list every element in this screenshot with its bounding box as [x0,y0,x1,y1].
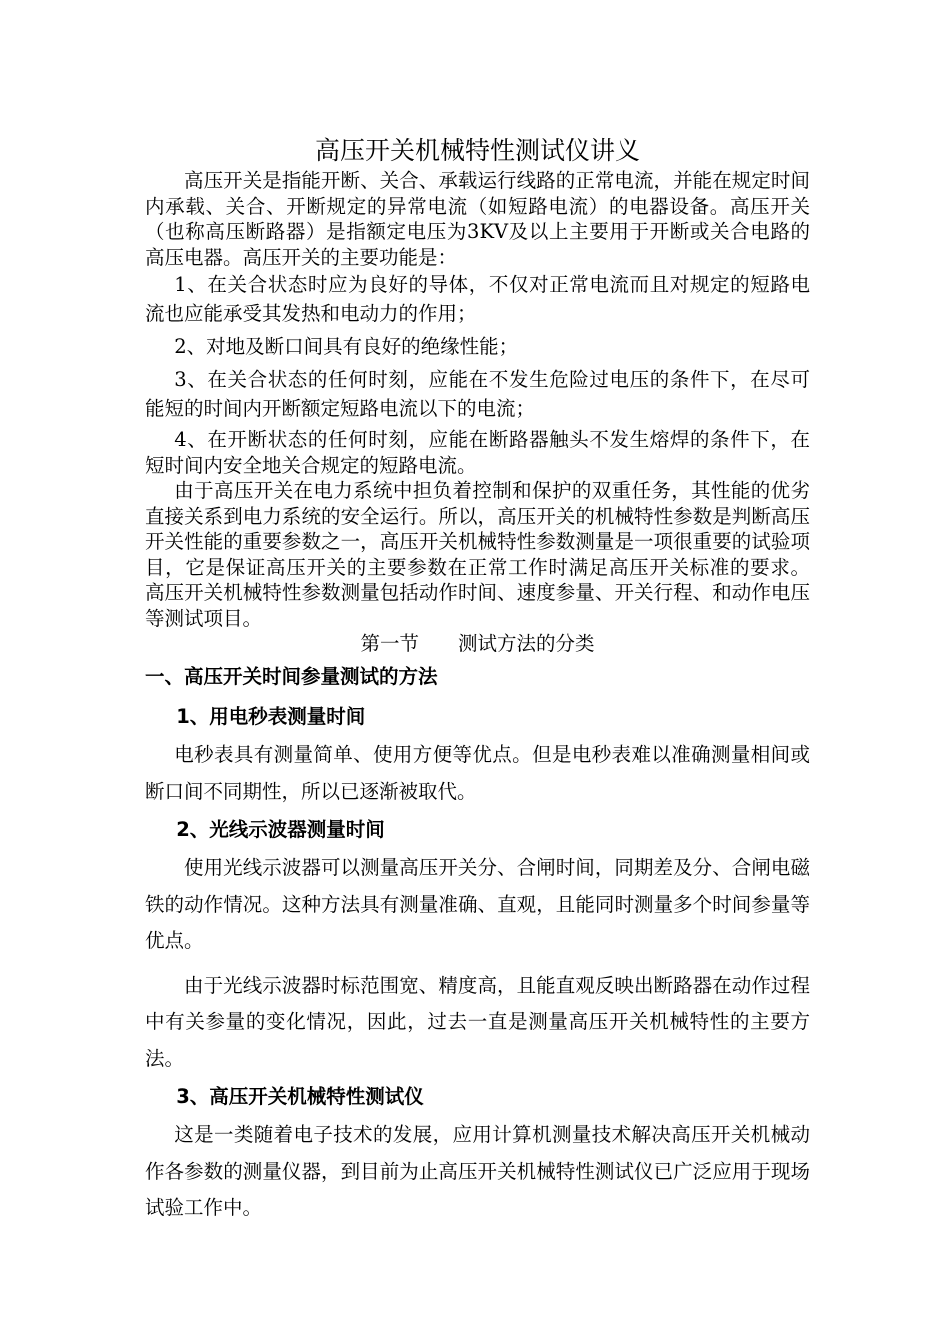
document-body [145,134,810,1227]
intro-paragraph: 高压开关是指能开断、关合、承载运行线路的正常电流，并能在规定时间内承载、关合、开断规定的异常电流（如短路电流）的电器设备。高压开关（也称高压断路器）是指额定电压为3KV及以上主要用于开断或关合电路的高压电器。高压开关的主要功能是： [145,169,810,269]
summary-paragraph: 由于高压开关在电力系统中担负着控制和保护的双重任务，其性能的优劣直接关系到电力系统的安全运行。所以，高压开关的机械特性参数是判断高压开关性能的重要参数之一，高压开关机械特性参数测量是一项很重要的试验项目，它是保证高压开关的主要参数在正常工作时满足高压开关标准的要求。 高压开关机械特性参数测量包括动作时间、速度参量、开关行程、和动作电压等测试项目。 [145,479,810,630]
paragraph-gap [145,960,810,968]
list-item: 2、对地及断口间具有良好的绝缘性能； [174,335,519,358]
section-title: 第一节 测试方法的分类 [360,632,595,655]
list-item: 4、在开断状态的任何时刻，应能在断路器触头不发生熔焊的条件下，在短时间内安全地关合规定的短路电流。 [145,428,810,477]
heading-time-measurement-methods: 一、高压开关时间参量测试的方法 [145,665,438,688]
document-title: 高压开关机械特性测试仪讲义 [314,136,640,165]
oscilloscope-paragraph: 由于光线示波器时标范围宽、精度高，且能直观反映出断路器在动作过程中有关参量的变化情况，因此，过去一直是测量高压开关机械特性的主要方法。 [145,973,810,1070]
tester-paragraph: 这是一类随着电子技术的发展，应用计算机测量技术解决高压开关机械动作各参数的测量仪器，到目前为止高压开关机械特性测试仪已广泛应用于现场试验工作中。 [145,1123,810,1219]
list-item: 1、在关合状态时应为良好的导体，不仅对正常电流而且对规定的短路电流也应能承受其发热和电动力的作用； [145,273,810,325]
list-item: 3、在关合状态的任何时刻，应能在不发生危险过电压的条件下，在尽可能短的时间内开断额定短路电流以下的电流； [145,368,810,420]
function-list [145,270,810,478]
subheading-electric-stopwatch: 1、用电秒表测量时间 [176,705,366,728]
subheading-tester: 3、高压开关机械特性测试仪 [176,1085,424,1108]
oscilloscope-paragraph: 使用光线示波器可以测量高压开关分、合闸时间，同期差及分、合闸电磁铁的动作情况。这种方法具有测量准确、直观，且能同时测量多个时间参量等优点。 [145,856,810,952]
subheading-oscilloscope: 2、光线示波器测量时间 [176,818,385,841]
stopwatch-paragraph: 电秒表具有测量简单、使用方便等优点。但是电秒表难以准确测量相间或断口间不同期性，所以已逐渐被取代。 [145,743,810,803]
